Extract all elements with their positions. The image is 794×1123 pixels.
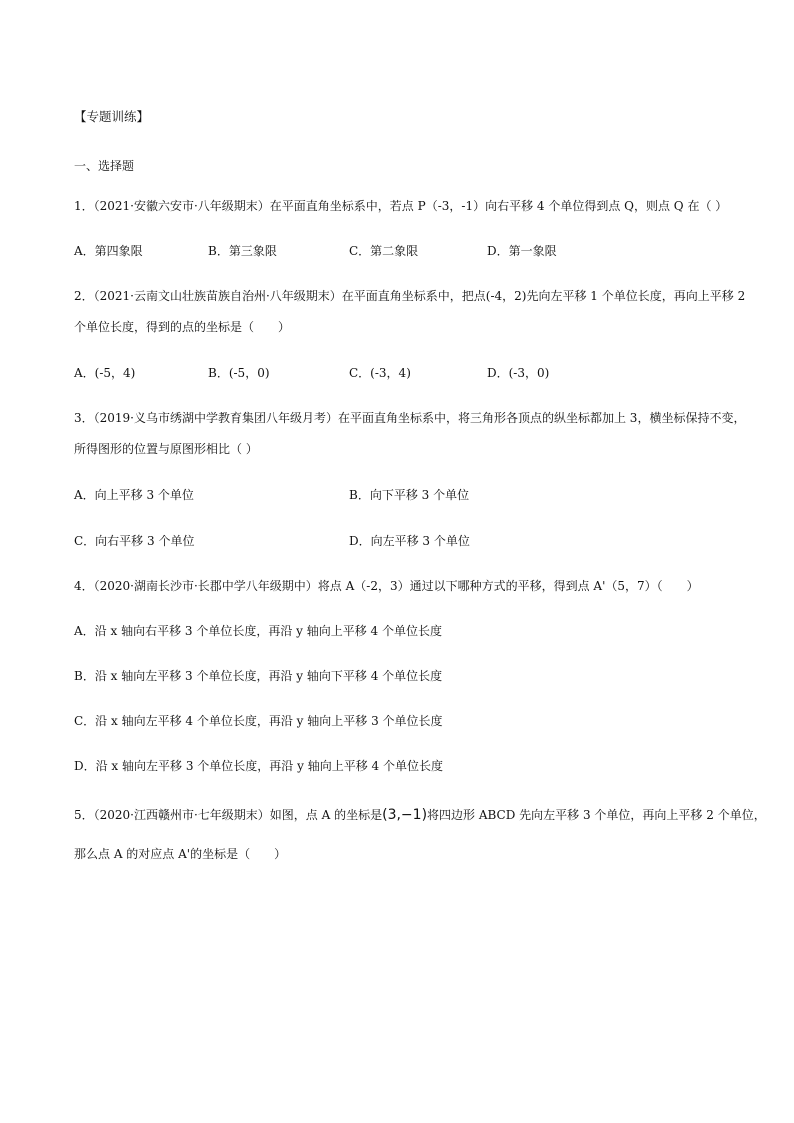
question-1-option-b: B．第三象限: [208, 244, 277, 258]
question-4-option-c: C．沿 x 轴向左平移 4 个单位长度，再沿 y 轴向上平移 3 个单位长度: [74, 714, 443, 728]
question-5-stem-post: 将四边形 ABCD 先向左平移 3 个单位，再向上平移 2 个单位，: [427, 808, 766, 822]
part-title: 一、选择题: [74, 159, 135, 173]
question-3-option-c: C．向右平移 3 个单位: [74, 534, 195, 548]
question-1-stem: 1．（2021·安徽六安市·八年级期末）在平面直角坐标系中，若点 P（-3，-1）向右平移 4 个单位得到点 Q，则点 Q 在（ ）: [74, 199, 728, 213]
question-2-option-b: B．(-5，0): [208, 366, 270, 380]
question-2-option-d: D．(-3，0): [487, 366, 550, 380]
question-2-stem-line-2: 个单位长度，得到的点的坐标是（ ）: [74, 320, 291, 334]
question-1-option-d: D．第一象限: [487, 244, 557, 258]
question-3-option-d: D．向左平移 3 个单位: [349, 534, 470, 548]
question-4-option-b: B．沿 x 轴向左平移 3 个单位长度，再沿 y 轴向下平移 4 个单位长度: [74, 669, 443, 683]
question-5-stem-pre: 5．（2020·江西赣州市·七年级期末）如图，点 A 的坐标是: [74, 808, 383, 822]
question-3-option-a: A．向上平移 3 个单位: [74, 488, 194, 502]
question-1-option-c: C．第二象限: [349, 244, 419, 258]
question-5-formula: (3,−1): [382, 807, 428, 823]
question-2-option-a: A．(-5，4): [74, 366, 136, 380]
question-5-stem-line-2: 那么点 A 的对应点 A'的坐标是（ ）: [74, 847, 287, 861]
question-1-option-a: A．第四象限: [74, 244, 143, 258]
question-4-stem: 4．（2020·湖南长沙市·长郡中学八年级期中）将点 A（-2，3）通过以下哪种方式的平移，得到点 A'（5，7）（ ）: [74, 579, 699, 593]
section-title: 【专题训练】: [74, 109, 150, 124]
question-3-option-b: B．向下平移 3 个单位: [349, 488, 470, 502]
question-4-option-a: A．沿 x 轴向右平移 3 个单位长度，再沿 y 轴向上平移 4 个单位长度: [74, 624, 443, 638]
question-2-option-c: C．(-3，4): [349, 366, 411, 380]
question-3-stem-line-2: 所得图形的位置与原图形相比（ ）: [74, 442, 258, 456]
question-3-stem-line-1: 3．（2019·义乌市绣湖中学教育集团八年级月考）在平面直角坐标系中，将三角形各顶点的纵坐标都加上 3，横坐标保持不变，: [74, 411, 746, 425]
question-4-option-d: D．沿 x 轴向左平移 3 个单位长度，再沿 y 轴向上平移 4 个单位长度: [74, 759, 443, 773]
question-2-stem-line-1: 2．（2021·云南文山壮族苗族自治州·八年级期末）在平面直角坐标系中，把点(-4，2)先向左平移 1 个单位长度，再向上平移 2: [74, 289, 746, 303]
question-5-stem-line-1: [74, 806, 766, 823]
